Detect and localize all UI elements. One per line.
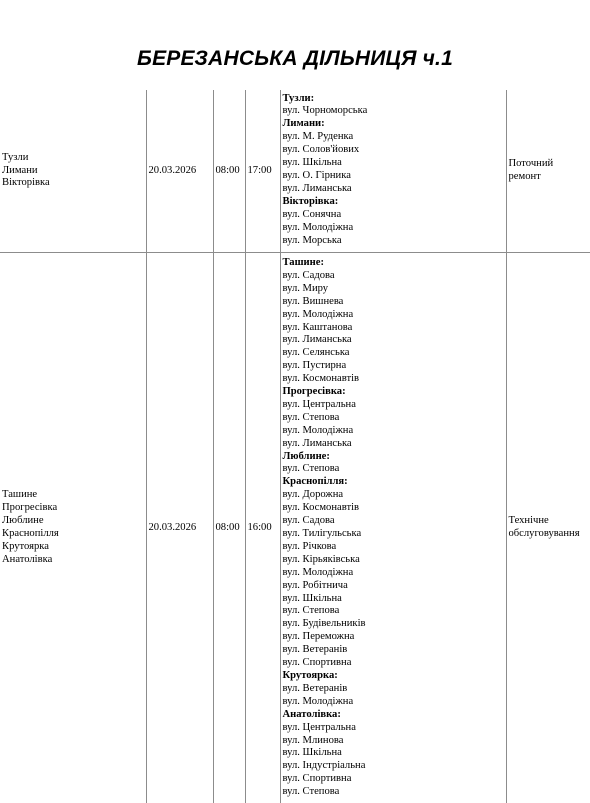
settlement-name: Вікторівка bbox=[2, 177, 144, 190]
village-heading: Люблине: bbox=[283, 451, 504, 464]
street-name: вул. Ветеранів bbox=[283, 644, 504, 657]
end-time-cell bbox=[245, 253, 280, 803]
village-heading: Тузли: bbox=[283, 93, 504, 106]
settlement-name: Прогресівка bbox=[2, 502, 144, 515]
village-heading: Краснопілля: bbox=[283, 476, 504, 489]
table-row bbox=[0, 90, 590, 253]
street-name: вул. М. Руденка bbox=[283, 131, 504, 144]
settlement-name: Ташине bbox=[2, 489, 144, 502]
street-name: вул. Лиманська bbox=[283, 438, 504, 451]
work-type-cell bbox=[506, 90, 590, 253]
work-type-cell bbox=[506, 253, 590, 803]
street-name: вул. Спортивна bbox=[283, 657, 504, 670]
street-name: вул. Робітнича bbox=[283, 580, 504, 593]
street-name: вул. Космонавтів bbox=[283, 502, 504, 515]
street-name: вул. Степова bbox=[283, 412, 504, 425]
street-name: вул. Ветеранів bbox=[283, 683, 504, 696]
street-name: вул. Тилігульська bbox=[283, 528, 504, 541]
street-name: вул. Лиманська bbox=[283, 183, 504, 196]
work-type: Поточний bbox=[509, 158, 589, 171]
street-name: вул. Чорноморська bbox=[283, 105, 504, 118]
street-name: вул. Річкова bbox=[283, 541, 504, 554]
street-name: вул. О. Гірника bbox=[283, 170, 504, 183]
village-heading: Крутоярка: bbox=[283, 670, 504, 683]
end-time: 16:00 bbox=[248, 522, 278, 535]
outage-date: 20.03.2026 bbox=[149, 522, 211, 535]
street-name: вул. Садова bbox=[283, 270, 504, 283]
work-type: ремонт bbox=[509, 171, 589, 184]
settlement-name: Анатолівка bbox=[2, 554, 144, 567]
street-name: вул. Селянська bbox=[283, 347, 504, 360]
street-name: вул. Індустріальна bbox=[283, 760, 504, 773]
street-name: вул. Вишнева bbox=[283, 296, 504, 309]
street-name: вул. Пустирна bbox=[283, 360, 504, 373]
village-heading: Ташине: bbox=[283, 257, 504, 270]
end-time: 17:00 bbox=[248, 165, 278, 178]
village-heading: Анатолівка: bbox=[283, 709, 504, 722]
street-name: вул. Центральна bbox=[283, 399, 504, 412]
settlement-name: Тузли bbox=[2, 152, 144, 165]
street-name: вул. Молодіжна bbox=[283, 222, 504, 235]
settlement-name: Лимани bbox=[2, 165, 144, 178]
settlement-name: Крутоярка bbox=[2, 541, 144, 554]
street-name: вул. Центральна bbox=[283, 722, 504, 735]
village-heading: Лимани: bbox=[283, 118, 504, 131]
settlements-cell bbox=[0, 90, 146, 253]
street-name: вул. Будівельників bbox=[283, 618, 504, 631]
street-name: вул. Шкільна bbox=[283, 747, 504, 760]
street-name: вул. Солов'йових bbox=[283, 144, 504, 157]
street-name: вул. Кірьяківська bbox=[283, 554, 504, 567]
street-name: вул. Шкільна bbox=[283, 593, 504, 606]
date-cell bbox=[146, 253, 213, 803]
street-name: вул. Дорожна bbox=[283, 489, 504, 502]
street-name: вул. Степова bbox=[283, 786, 504, 799]
start-time: 08:00 bbox=[216, 165, 243, 178]
street-name: вул. Каштанова bbox=[283, 322, 504, 335]
document-title: БЕРЕЗАНСЬКА ДІЛЬНИЦЯ ч.1 bbox=[0, 47, 590, 71]
date-cell bbox=[146, 90, 213, 253]
work-type: обслуговування bbox=[509, 528, 589, 541]
settlement-name: Краснопілля bbox=[2, 528, 144, 541]
village-heading: Прогресівка: bbox=[283, 386, 504, 399]
end-time-cell bbox=[245, 90, 280, 253]
outage-schedule-table bbox=[0, 90, 590, 803]
street-name: вул. Переможна bbox=[283, 631, 504, 644]
street-name: вул. Садова bbox=[283, 515, 504, 528]
outage-date: 20.03.2026 bbox=[149, 165, 211, 178]
street-name: вул. Молодіжна bbox=[283, 567, 504, 580]
street-name: вул. Степова bbox=[283, 463, 504, 476]
street-name: вул. Космонавтів bbox=[283, 373, 504, 386]
street-name: вул. Шкільна bbox=[283, 157, 504, 170]
settlements-cell bbox=[0, 253, 146, 803]
table-row bbox=[0, 253, 590, 803]
village-heading: Вікторівка: bbox=[283, 196, 504, 209]
start-time-cell bbox=[213, 90, 245, 253]
settlement-name: Люблине bbox=[2, 515, 144, 528]
street-name: вул. Лиманська bbox=[283, 334, 504, 347]
street-name: вул. Млинова bbox=[283, 735, 504, 748]
street-name: вул. Молодіжна bbox=[283, 425, 504, 438]
start-time-cell bbox=[213, 253, 245, 803]
street-name: вул. Степова bbox=[283, 605, 504, 618]
street-name: вул. Морська bbox=[283, 235, 504, 248]
start-time: 08:00 bbox=[216, 522, 243, 535]
street-name: вул. Молодіжна bbox=[283, 309, 504, 322]
street-name: вул. Миру bbox=[283, 283, 504, 296]
street-name: вул. Сонячна bbox=[283, 209, 504, 222]
street-name: вул. Молодіжна bbox=[283, 696, 504, 709]
streets-cell bbox=[280, 253, 506, 803]
street-name: вул. Спортивна bbox=[283, 773, 504, 786]
streets-cell bbox=[280, 90, 506, 253]
work-type: Технічне bbox=[509, 515, 589, 528]
